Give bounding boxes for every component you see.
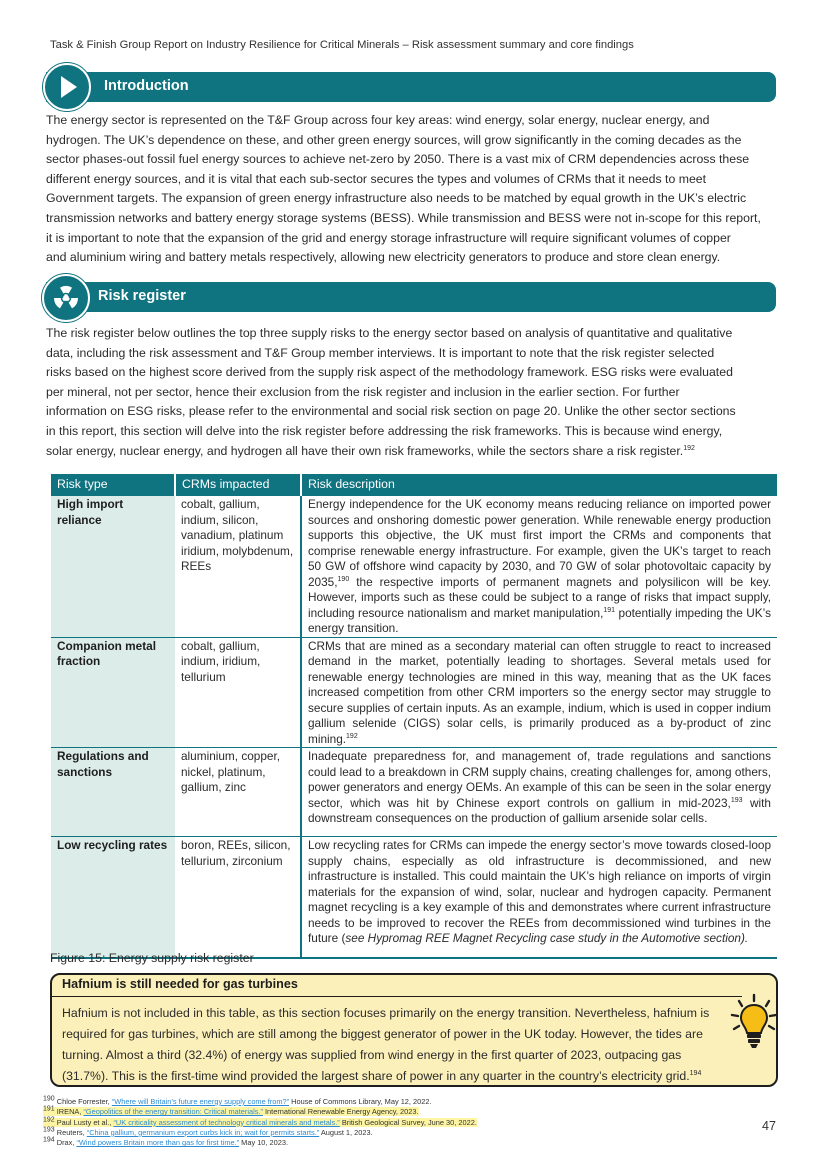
footnote-link[interactable]: “Geopolitics of the energy transition: Critical materials.” <box>83 1107 263 1117</box>
risk-type-cell: Companion metal fraction <box>51 637 175 748</box>
risk-description-cell: CRMs that are mined as a secondary material can often struggle to react to increased demand in the market, potentially leading to shortages. Several metals used for renewable energy technologies are mined in this way, meaning that as the UK faces increased competition from other CRM importers so the energy sector may struggle to secure supplies of certain inputs. As an example, indium, which is used in copper indium gallium selenide (CIGS) solar cells, is primarily produced as a by-product of zinc mining.$^{192}$ <box>301 637 777 748</box>
table-row <box>51 748 777 837</box>
crms-cell: cobalt, gallium, indium, iridium, tellurium <box>175 637 301 748</box>
radiation-icon <box>42 274 90 322</box>
footnote: $^{194}$ Drax, “Wind powers Britain more than gas for first time.” May 10, 2023. <box>43 1136 289 1148</box>
footnote: $^{193}$ Reuters, “China gallium, germanium export curbs kick in; wait for permits starts.” August 1, 2023. <box>43 1126 373 1137</box>
risk-register-heading-bar <box>46 282 776 312</box>
callout-title: Hafnium is still needed for gas turbines <box>62 977 298 991</box>
running-header: Task & Finish Group Report on Industry Resilience for Critical Minerals – Risk assessment summary and core findings <box>50 39 634 51</box>
callout-divider <box>50 996 742 997</box>
column-header-crms-impacted: CRMs impacted <box>175 474 301 496</box>
footnote-link[interactable]: “Where will Britain’s future energy supply come from?” <box>111 1097 290 1106</box>
crms-cell: cobalt, gallium, indium, silicon, vanadium, platinum iridium, molybdenum, REEs <box>175 496 301 637</box>
footnote: $^{190}$ Chloe Forrester, “Where will Britain’s future energy supply come from?” House of Commons Library, May 12, 2022. <box>43 1095 432 1106</box>
footnote-link[interactable]: “UK criticality assessment of technology critical minerals and metals.” <box>113 1117 340 1127</box>
column-header-risk-type: Risk type <box>51 474 175 496</box>
table-header-row <box>51 474 777 496</box>
introduction-paragraph: The energy sector is represented on the T&F Group across four key areas: wind energy, solar energy, nuclear energy, and hydrogen. The UK’s dependence on these, and other green energy sources, will grow significantly in the coming decades as the sector phases-out fossil fuel energy sources to achieve net-zero by 2050. There is a vast mix of CRM dependencies across these different energy sources, and it is vital that each sub-sector secures the types and volumes of CRMs that it needs to meet Government targets. The expansion of green energy infrastructure also needs to be matched by equal growth in the UK’s electric transmission networks and battery energy storage systems (BESS). While transmission and BESS were not in-scope for this report, it is important to note that the expansion of the grid and energy storage infrastructure will require significant volumes of copper and aluminium wiring and battery metals respectively, allowing new electricity generators to produce and store clean energy. <box>46 113 761 265</box>
lightbulb-icon <box>729 993 779 1058</box>
table-row <box>51 637 777 748</box>
risk-type-cell: Regulations and sanctions <box>51 748 175 837</box>
risk-register-paragraph: The risk register below outlines the top three supply risks to the energy sector based on analysis of quantitative and qualitative data, including the risk assessment and T&F Group member interviews. It is important to note that the risk register selected risks based on the highest score derived from the supply risk aspect of the methodology framework. ESG risks were evaluated per mineral, not per sector, hence their exclusion from the risk register and inclusion in the earlier section. For further information on ESG risks, please refer to the environmental and social risk section on page 20. Unlike the other sector sections in this report, this section will delve into the risk register before addressing the risk frameworks. This is because wind energy, solar energy, nuclear energy, and hydrogen all have their own risk frameworks, while the sectors share a risk register.$^{192}$ <box>46 326 736 458</box>
page-number: 47 <box>762 1119 776 1133</box>
figure-caption: Figure 15: Energy supply risk register <box>50 951 254 965</box>
risk-description-cell: Low recycling rates for CRMs can impede the energy sector’s move towards closed-loop supply chains, especially as old infrastructure is decommissioned, and new infrastructure is installed. This could maintain the UK’s high reliance on imports of virgin materials for the expansion of wind, solar, nuclear and hydrogen capacity. Permanent magnet recycling is a key example of this and demonstrates where current infrastructure needs to be improved to recover the REEs from decommissioned wind turbines in the future (see Hypromag REE Magnet Recycling case study in the Automotive section). <box>301 837 777 958</box>
introduction-heading: Introduction <box>104 78 189 94</box>
callout-body: Hafnium is not included in this table, as this section focuses primarily on the energy transition. Nevertheless, hafnium is required for gas turbines, which are still among the biggest generator of power in the UK today. However, the tides are turning. Almost a third (32.4%) of energy was supplied from wind energy in the first quarter of 2023, outpacing gas (31.7%). This is the first-time wind provided the largest share of power in any quarter in the country’s electricity grid.$^{194}$ <box>62 1006 710 1083</box>
risk-register-heading: Risk register <box>98 288 186 304</box>
table-row <box>51 837 777 958</box>
risk-type-cell: High import reliance <box>51 496 175 637</box>
risk-description-cell: Inadequate preparedness for, and management of, trade regulations and sanctions could lead to a breakdown in CRM supply chains, creating challenges for, among others, power generators and energy OEMs. An example of this can be seen in the solar energy sector, which was hit by Chinese export controls on gallium in mid-2023,$^{193}$ with downstream consequences on the production of gallium arsenide solar cells. <box>301 748 777 837</box>
play-arrow-icon <box>43 63 91 111</box>
footnote: $^{191}$ IRENA, “Geopolitics of the energy transition: Critical materials.” International Renewable Energy Agency, 2023. <box>43 1105 419 1117</box>
table-row <box>51 496 777 637</box>
column-header-risk-description: Risk description <box>301 474 777 496</box>
footnote-link[interactable]: “China gallium, germanium export curbs kick in; wait for permits starts.” <box>86 1127 320 1137</box>
crms-cell: aluminium, copper, nickel, platinum, gallium, zinc <box>175 748 301 837</box>
footnote-link[interactable]: “Wind powers Britain more than gas for first time.” <box>76 1138 240 1148</box>
footnotes <box>43 1097 477 1148</box>
introduction-heading-bar <box>46 72 776 102</box>
risk-register-table <box>51 474 777 959</box>
footnote: $^{192}$ Paul Lusty et al., “UK criticality assessment of technology critical minerals and metals.” British Geological Survey, June 30, 2022. <box>43 1116 477 1127</box>
crms-cell: boron, REEs, silicon, tellurium, zirconium <box>175 837 301 958</box>
risk-type-cell: Low recycling rates <box>51 837 175 958</box>
risk-description-cell: Energy independence for the UK economy means reducing reliance on imported power sources and onshoring domestic power generation. While renewable energy production supports this objective, the UK must first import the CRMs and components that comprise renewable energy infrastructure. For example, given the UK’s target to reach 50 GW of offshore wind capacity by 2030, and 70 GW of solar photovoltaic capacity by 2035,$^{190}$ the respective imports of permanent magnets and polysilicon will be key. However, imports such as these could be subject to a range of risks that impact supply, including resource nationalism and market manipulation,$^{191}$ potentially impeding the UK’s energy transition. <box>301 496 777 637</box>
